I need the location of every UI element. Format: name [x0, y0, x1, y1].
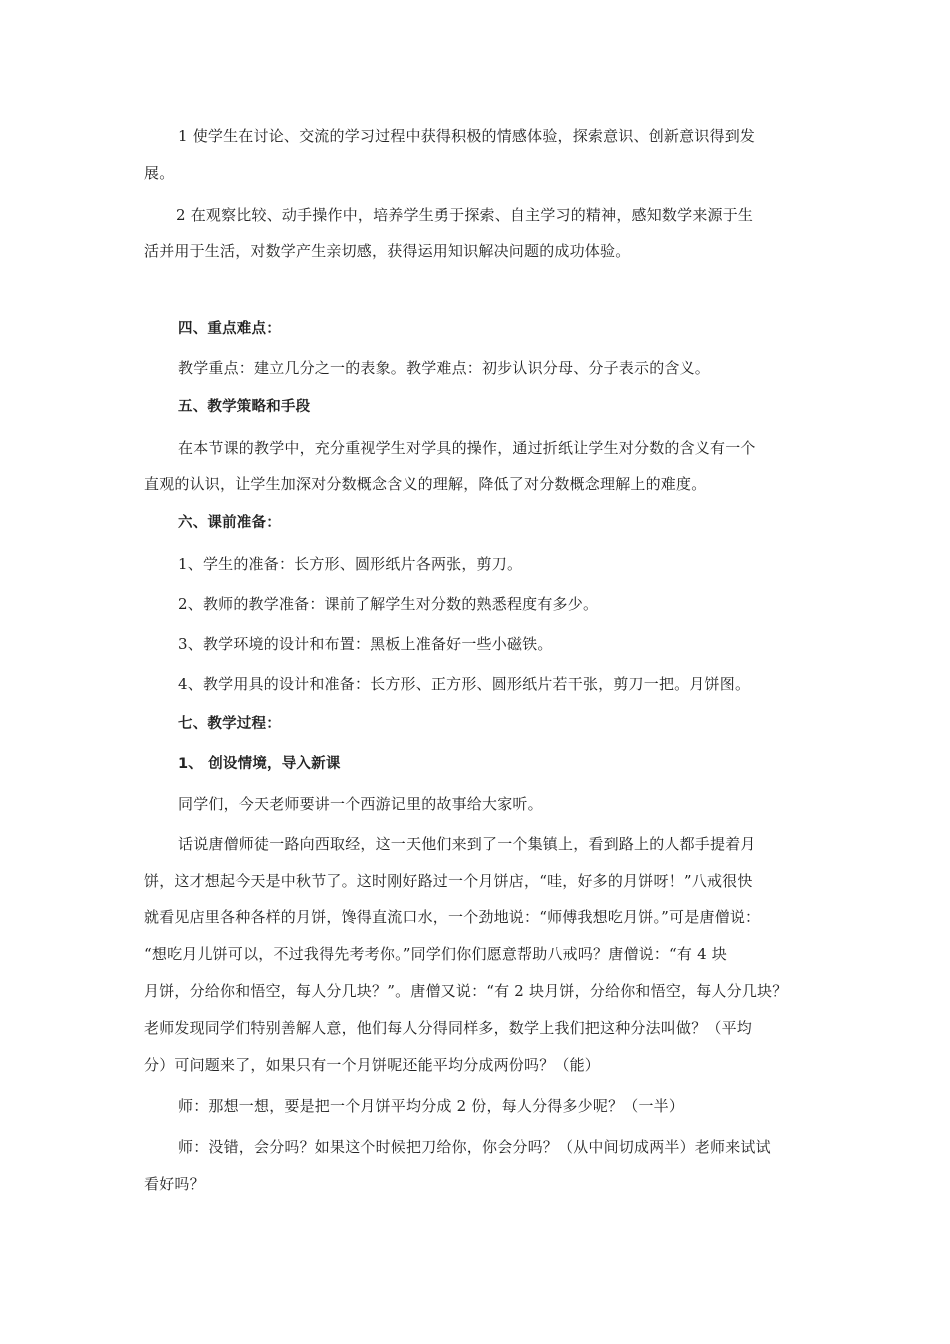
story-line-6: 老师发现同学们特别善解人意，他们每人分得同样多，数学上我们把这种分法叫做？（平均 [144, 1019, 753, 1037]
section-4-text: 教学重点：建立几分之一的表象。教学难点：初步认识分母、分子表示的含义。 [178, 359, 711, 377]
section-4-heading: 四、重点难点： [178, 321, 281, 337]
teacher-line-1: 师：那想一想，要是把一个月饼平均分成 2 份，每人分得多少呢？（一半） [178, 1097, 685, 1115]
prep-item-2: 2、教师的教学准备：课前了解学生对分数的熟悉程度有多少。 [178, 595, 599, 613]
goal-2-line-2: 活并用于生活，对数学产生亲切感，获得运用知识解决问题的成功体验。 [144, 242, 631, 260]
step-1-heading: 1、 创设情境，导入新课 [178, 756, 341, 772]
section-5-heading: 五、教学策略和手段 [178, 399, 311, 415]
goal-2-line-1: 2 在观察比较、动手操作中，培养学生勇于探索、自主学习的精神，感知数学来源于生 [176, 206, 754, 224]
section-7-heading: 七、教学过程： [178, 716, 281, 732]
prep-item-4: 4、教学用具的设计和准备：长方形、正方形、圆形纸片若干张，剪刀一把。月饼图。 [178, 675, 751, 693]
goal-1-line-2: 展。 [144, 164, 175, 182]
section-6-heading: 六、课前准备： [178, 515, 281, 531]
prep-item-1: 1、学生的准备：长方形、圆形纸片各两张，剪刀。 [178, 555, 523, 573]
teacher-line-2b: 看好吗？ [144, 1175, 205, 1193]
section-5-line-2: 直观的认识，让学生加深对分数概念含义的理解，降低了对分数概念理解上的难度。 [144, 475, 707, 493]
section-5-line-1: 在本节课的教学中，充分重视学生对学具的操作，通过折纸让学生对分数的含义有一个 [178, 439, 756, 457]
story-line-3: 就看见店里各种各样的月饼，馋得直流口水，一个劲地说：“师傅我想吃月饼。”可是唐僧说： [144, 908, 761, 926]
story-line-5: 月饼，分给你和悟空，每人分几块？”。唐僧又说：“有 2 块月饼，分给你和悟空，每人分几块？ [144, 982, 788, 1000]
story-line-7: 分）可问题来了，如果只有一个月饼呢还能平均分成两份吗？（能） [144, 1056, 601, 1074]
goal-1-line-1: 1 使学生在讨论、交流的学习过程中获得积极的情感体验，探索意识、创新意识得到发 [178, 127, 756, 145]
prep-item-3: 3、教学环境的设计和布置：黑板上准备好一些小磁铁。 [178, 635, 553, 653]
intro-paragraph: 同学们，今天老师要讲一个西游记里的故事给大家听。 [178, 795, 543, 813]
teacher-line-2a: 师：没错，会分吗？如果这个时候把刀给你，你会分吗？（从中间切成两半）老师来试试 [178, 1138, 771, 1156]
story-line-2: 饼，这才想起今天是中秋节了。这时刚好路过一个月饼店，“哇，好多的月饼呀！”八戒很快 [144, 872, 753, 890]
story-line-4: “想吃月儿饼可以，不过我得先考考你。”同学们你们愿意帮助八戒吗？唐僧说：“有 4 块 [144, 945, 727, 963]
story-line-1: 话说唐僧师徒一路向西取经，这一天他们来到了一个集镇上，看到路上的人都手提着月 [178, 835, 756, 853]
